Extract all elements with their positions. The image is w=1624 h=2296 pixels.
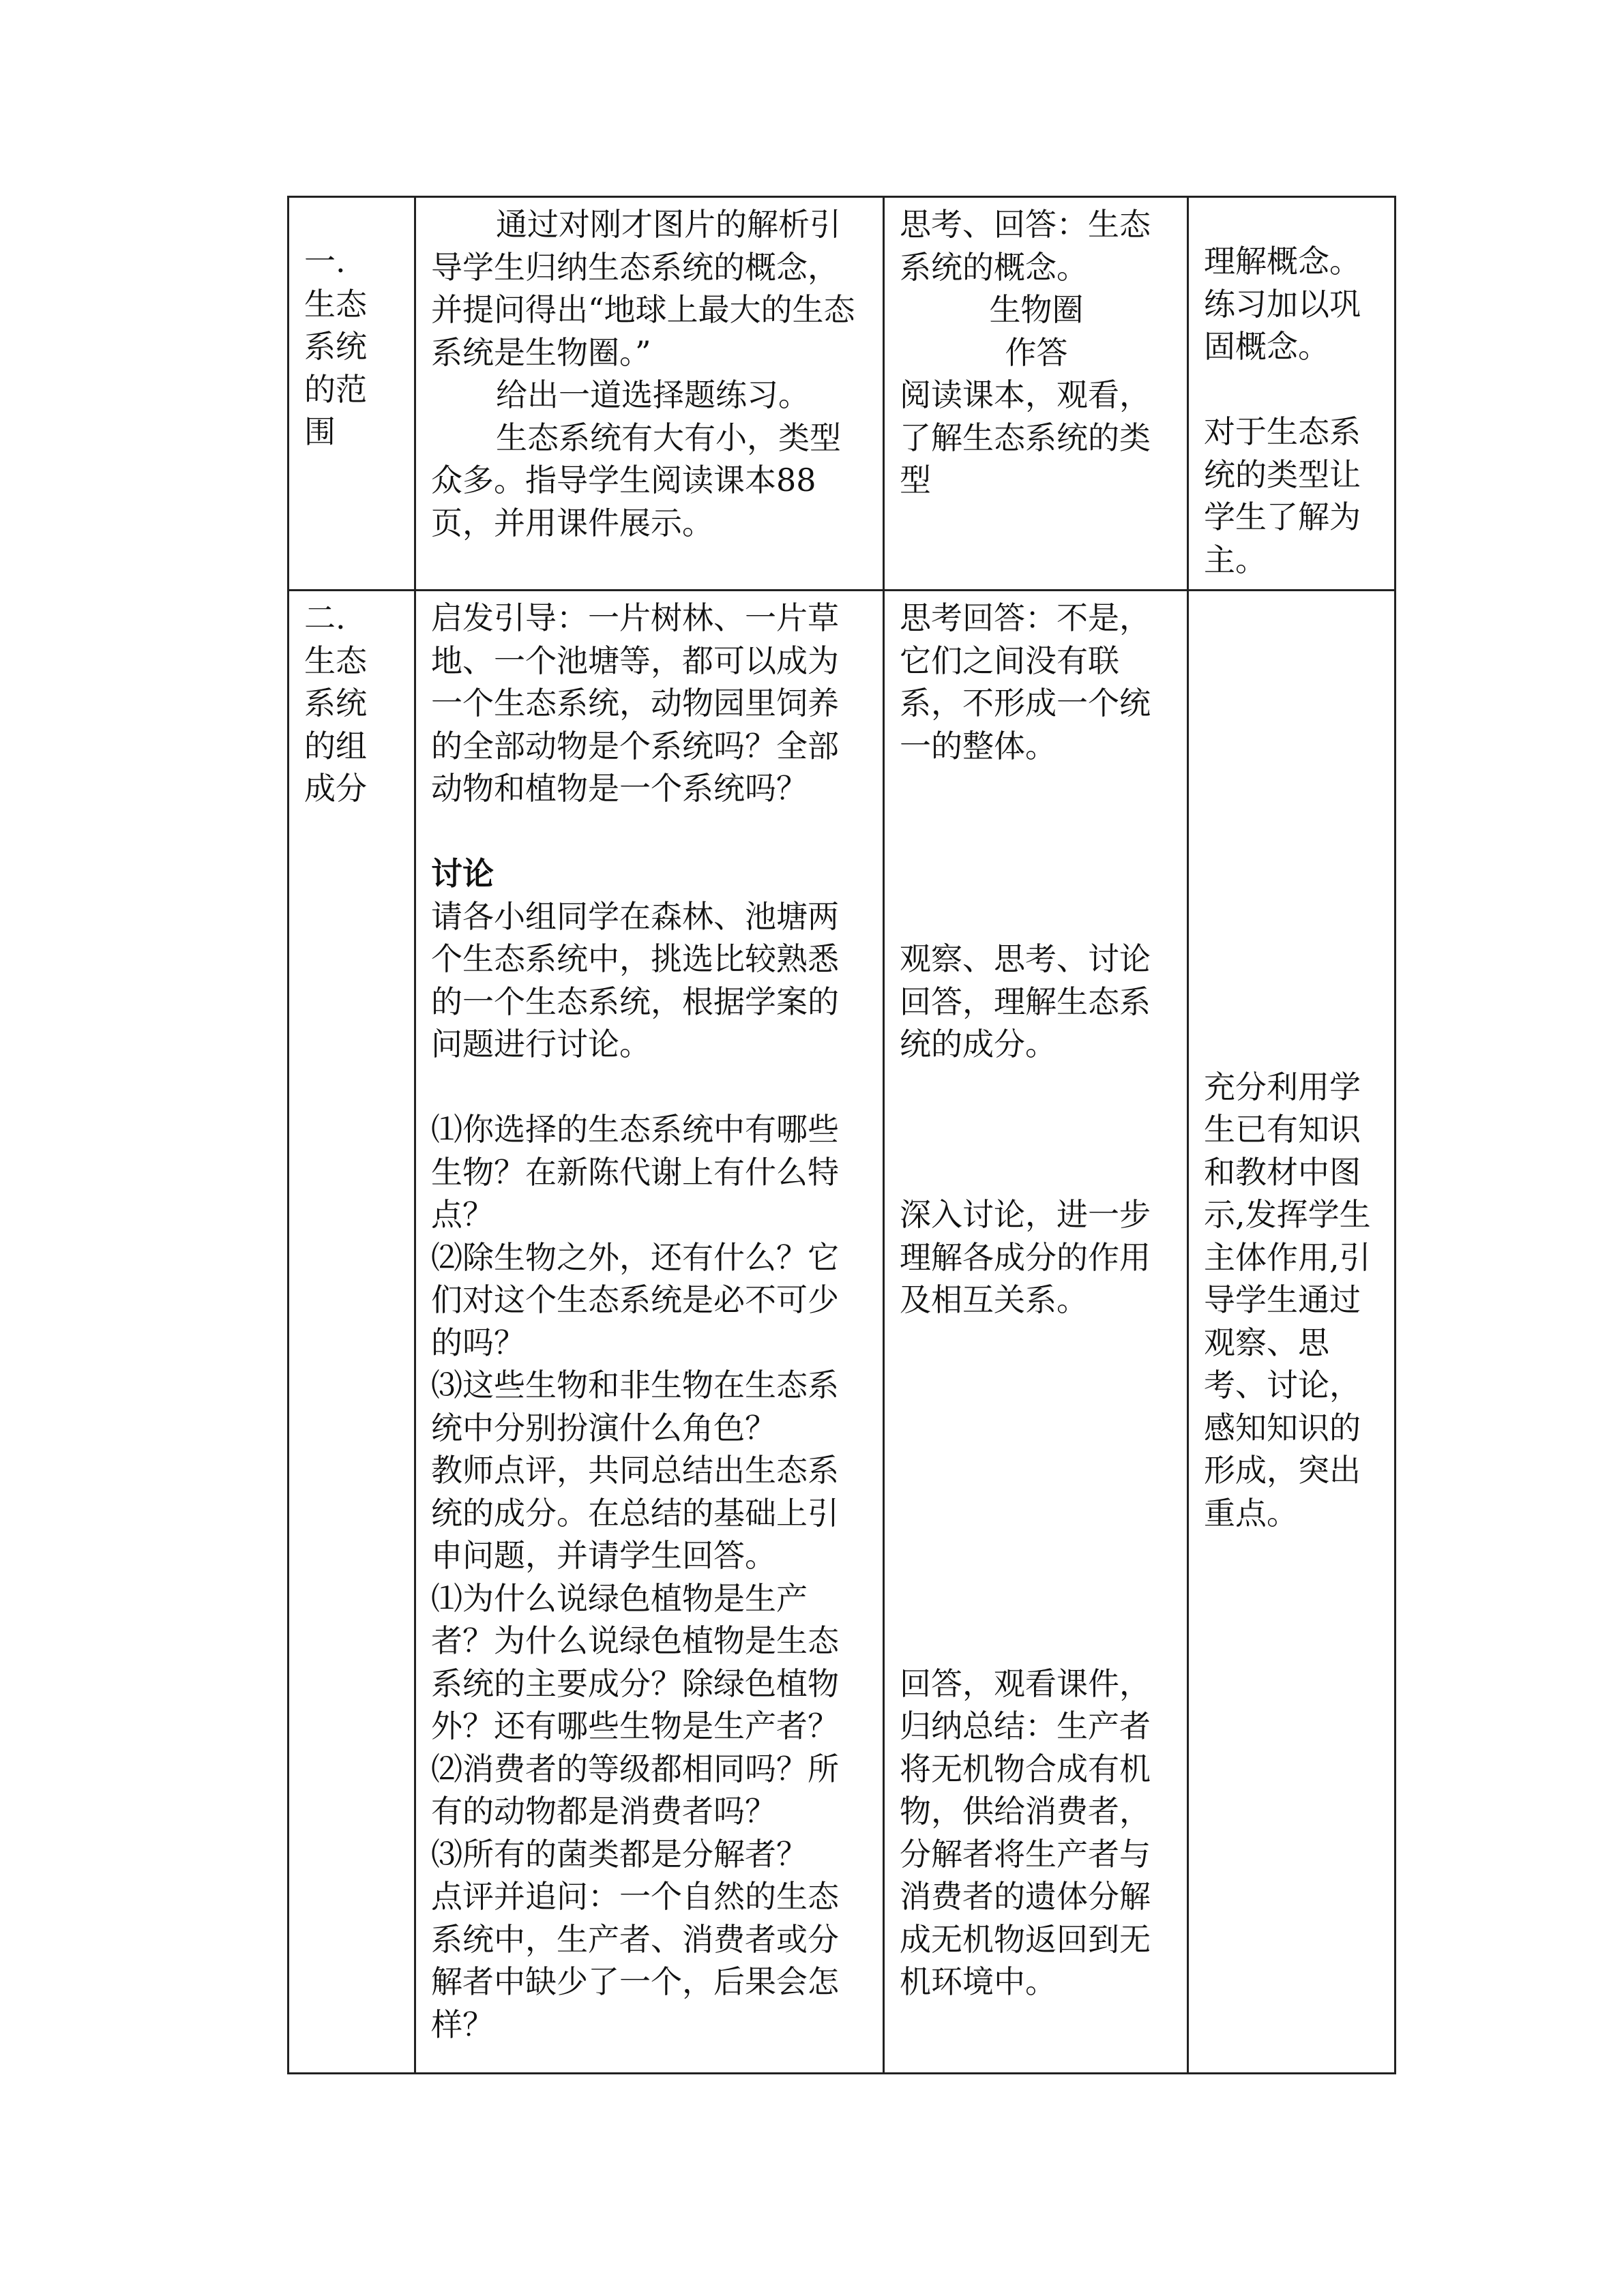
discussion-heading: 讨论 bbox=[431, 855, 494, 892]
stage-line: 一. bbox=[304, 243, 346, 280]
stage-line: 生态 bbox=[304, 642, 367, 679]
lesson-plan-table bbox=[287, 196, 1396, 2074]
discussion-question: ⑶这些生物和非生物在生态系统中分别扮演什么角色？ bbox=[431, 1367, 839, 1446]
teacher-activity-cell bbox=[415, 591, 884, 2074]
stage-line: 的范 bbox=[304, 370, 367, 408]
stage-cell bbox=[289, 197, 415, 591]
spacer bbox=[1204, 938, 1381, 1066]
teacher-paragraph: 请各小组同学在森林、池塘两个生态系统中，挑选比较熟悉的一个生态系统，根据学案的问题进行讨论。 bbox=[431, 897, 839, 1062]
student-paragraph: 深入讨论，进一步理解各成分的作用及相互关系。 bbox=[900, 1196, 1151, 1318]
spacer bbox=[1204, 597, 1381, 767]
teacher-paragraph: 启发引导：一片树林、一片草地、一个池塘等，都可以成为一个生态系统，动物园里饲养的全部动物是个系统吗？全部动物和植物是一个系统吗？ bbox=[431, 599, 839, 807]
design-intent-cell bbox=[1188, 197, 1396, 591]
intent-paragraph: 理解概念。练习加以巩固概念。 bbox=[1204, 243, 1361, 365]
spacer bbox=[431, 810, 869, 853]
stage-line: 系统 bbox=[304, 685, 367, 721]
student-paragraph: 思考、回答：生态系统的概念。 bbox=[900, 206, 1151, 286]
stage-line: 成分 bbox=[304, 770, 367, 807]
teacher-paragraph: 通过对刚才图片的解析引导学生归纳生态系统的概念，并提问得出“地球上最大的生态系统是生物圈。” bbox=[431, 206, 855, 371]
student-paragraph: 观察、思考、讨论回答，理解生态系统的成分。 bbox=[900, 940, 1151, 1062]
intent-paragraph: 充分利用学生已有知识和教材中图示,发挥学生主体作用,引导学生通过观察、思考、讨论，感知知识的形成，突出重点。 bbox=[1204, 1068, 1371, 1532]
spacer bbox=[431, 1066, 869, 1109]
student-paragraph: 作答 bbox=[1005, 333, 1068, 371]
stage-line: 围 bbox=[304, 413, 336, 450]
spacer bbox=[1204, 767, 1381, 938]
intent-paragraph: 对于生态系统的类型让学生了解为主。 bbox=[1204, 413, 1361, 578]
stage-line: 系统 bbox=[304, 328, 367, 365]
teacher-activity-cell bbox=[415, 197, 884, 591]
student-paragraph: 阅读课本，观看，了解生态系统的类型 bbox=[900, 376, 1151, 498]
teacher-paragraph: 生态系统有大有小，类型众多。指导学生阅读课本88页，并用课件展示。 bbox=[431, 419, 841, 541]
follow-up-question: ⑵消费者的等级都相同吗？所有的动物都是消费者吗？ bbox=[431, 1750, 839, 1830]
table-row bbox=[289, 591, 1396, 2074]
stage-line: 的组 bbox=[304, 727, 367, 764]
design-intent-cell bbox=[1188, 591, 1396, 2074]
table-row bbox=[289, 197, 1396, 591]
student-paragraph: 回答，观看课件，归纳总结：生产者将无机物合成有机物，供给消费者，分解者将生产者与消费者的遗体分解成无机物返回到无机环境中。 bbox=[900, 1665, 1151, 2000]
student-activity-cell bbox=[884, 197, 1188, 591]
discussion-question: ⑵除生物之外，还有什么？它们对这个生态系统是必不可少的吗？ bbox=[431, 1238, 839, 1361]
spacer bbox=[900, 1066, 1173, 1194]
follow-up-question: ⑴为什么说绿色植物是生产者？为什么说绿色植物是生态系统的主要成分？除绿色植物外？还有哪些生物是生产者？ bbox=[431, 1579, 839, 1744]
follow-up-question: ⑶所有的菌类都是分解者？ bbox=[431, 1835, 808, 1873]
student-paragraph: 思考回答：不是，它们之间没有联系，不形成一个统一的整体。 bbox=[900, 599, 1151, 764]
spacer bbox=[1204, 368, 1381, 411]
teacher-paragraph: 点评并追问：一个自然的生态系统中，生产者、消费者或分解者中缺少了一个，后果会怎样？ bbox=[431, 1878, 839, 2043]
spacer bbox=[900, 767, 1173, 938]
stage-cell bbox=[289, 591, 415, 2074]
student-activity-cell bbox=[884, 591, 1188, 2074]
teacher-paragraph: 教师点评，共同总结出生态系统的成分。在总结的基础上引申问题，并请学生回答。 bbox=[431, 1452, 839, 1574]
stage-line: 生态 bbox=[304, 285, 367, 323]
teacher-paragraph: 给出一道选择题练习。 bbox=[496, 376, 810, 413]
spacer bbox=[900, 1322, 1173, 1492]
spacer bbox=[900, 1492, 1173, 1663]
stage-line: 二. bbox=[304, 599, 346, 636]
student-paragraph: 生物圈 bbox=[989, 291, 1084, 328]
discussion-question: ⑴你选择的生态系统中有哪些生物？在新陈代谢上有什么特点？ bbox=[431, 1111, 839, 1233]
